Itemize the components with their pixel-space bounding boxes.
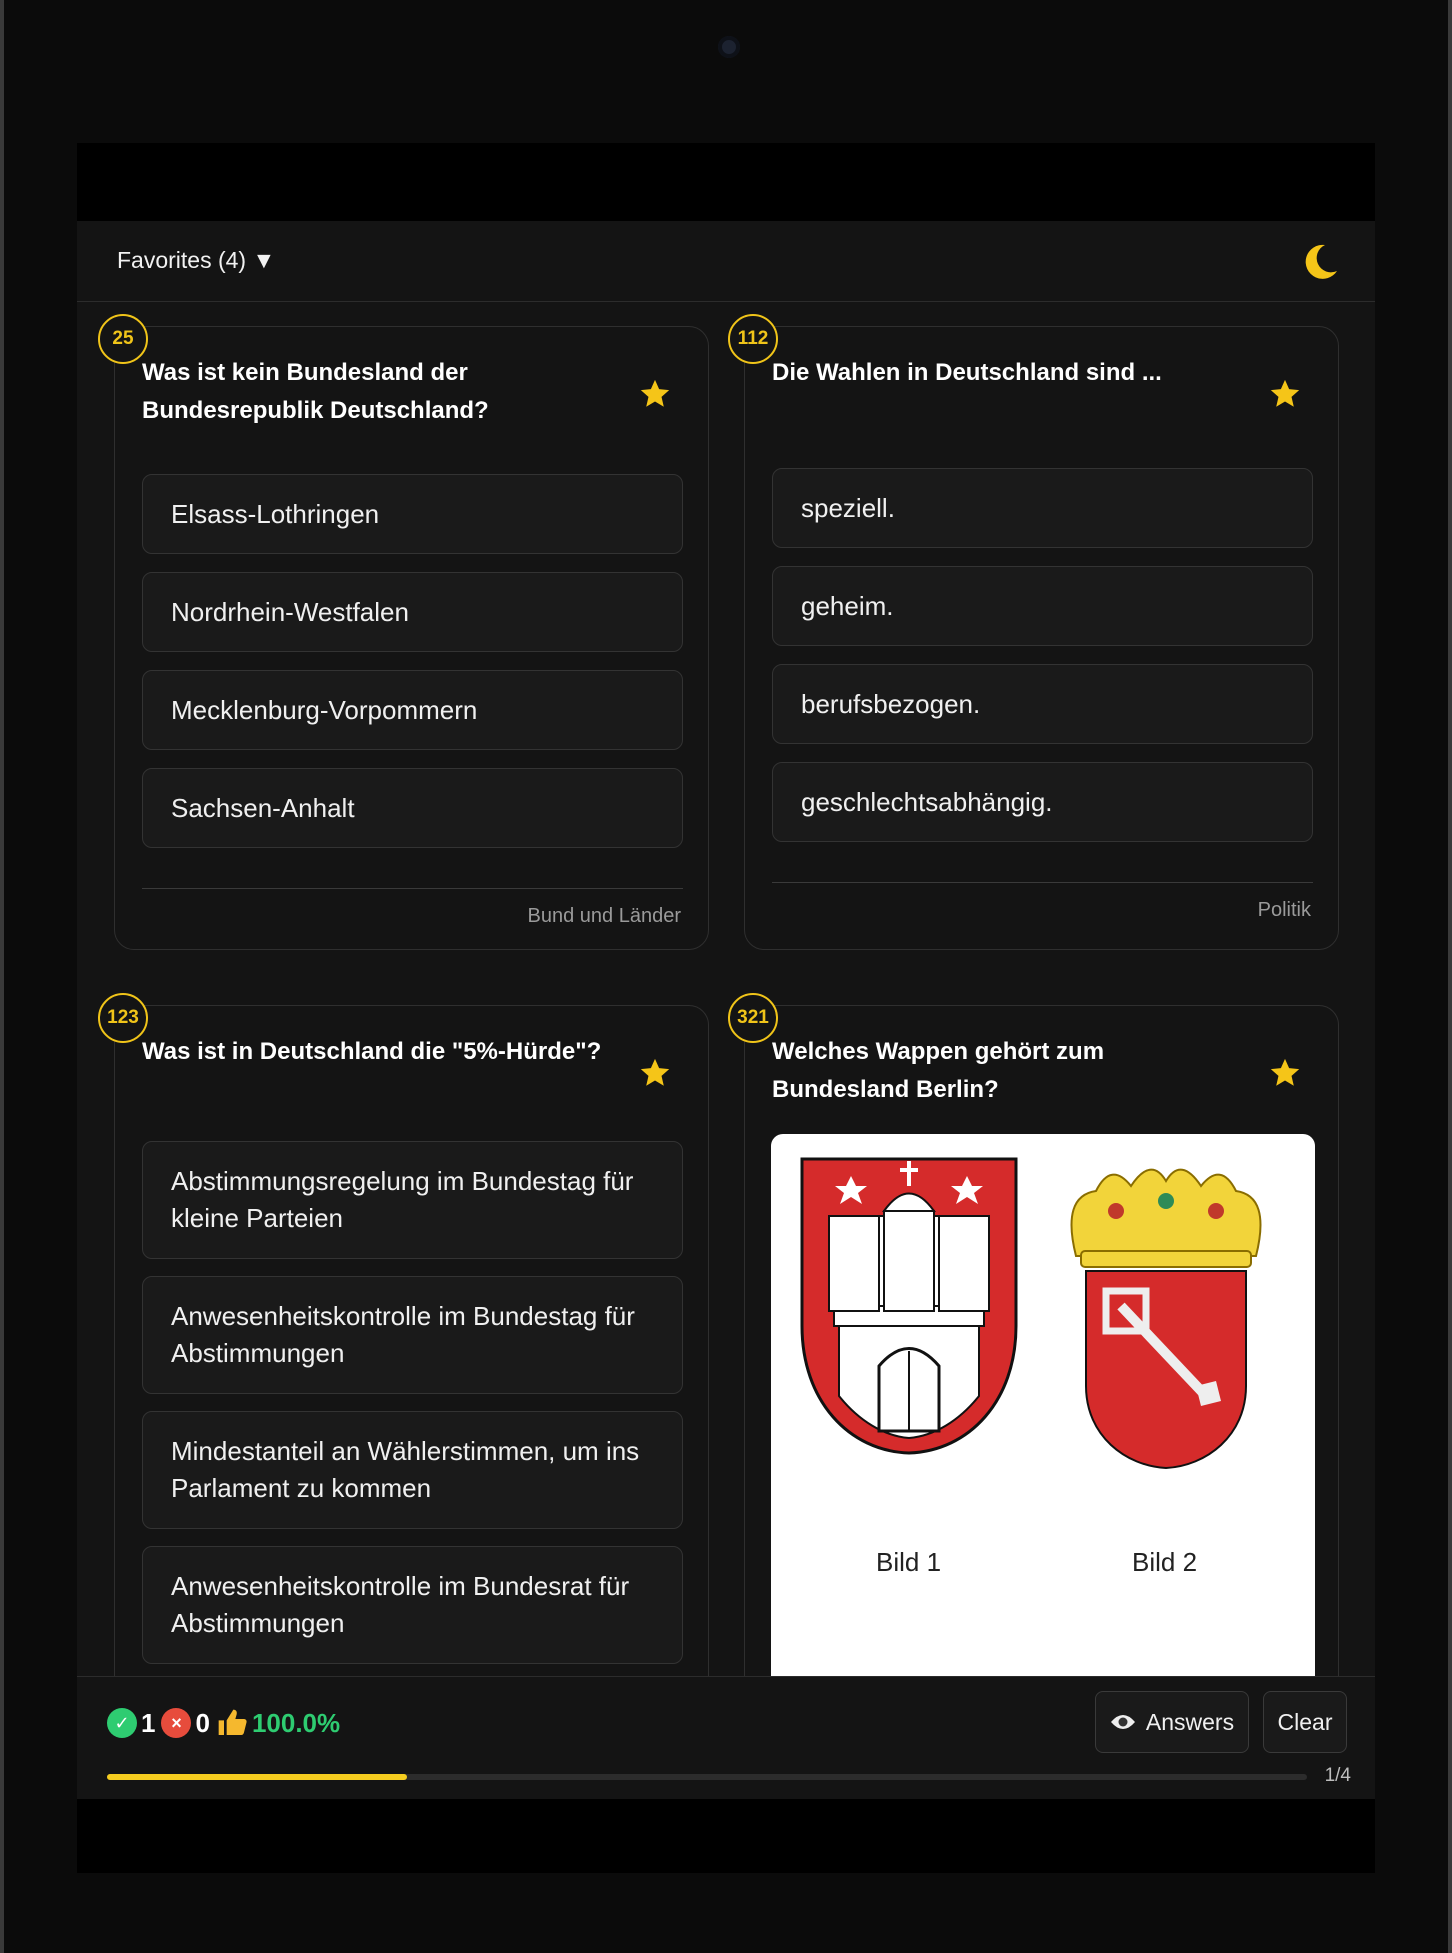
question-text: Die Wahlen in Deutschland sind ... — [772, 359, 1162, 386]
moon-icon[interactable] — [1299, 241, 1341, 283]
bremen-coat-of-arms-icon — [1056, 1156, 1276, 1476]
question-card — [737, 326, 1339, 950]
top-bar — [77, 221, 1375, 302]
image-label: Bild 1 — [876, 1547, 942, 1577]
answer-option[interactable]: Anwesenheitskontrolle im Bundestag für Abstimmungen — [142, 1276, 683, 1394]
question-card — [114, 326, 709, 950]
bottom-bar — [77, 1676, 1375, 1799]
page-indicator: 1/4 — [1324, 1765, 1351, 1786]
progress-fill — [107, 1774, 407, 1780]
answer-option[interactable]: geheim. — [772, 566, 1313, 646]
question-number-badge: 123 — [98, 993, 148, 1043]
question-number-badge: 112 — [728, 314, 778, 364]
answer-option[interactable]: Mecklenburg-Vorpommern — [142, 670, 683, 750]
question-text: Welches Wappen gehört zum Bundesland Berlin? — [772, 1038, 1105, 1103]
question-text: Was ist kein Bundesland der Bundesrepublik Deutschland? — [142, 359, 489, 424]
question-card — [737, 1005, 1339, 1676]
coat-of-arms-image[interactable] — [771, 1134, 1315, 1676]
correct-count: 1 — [141, 1707, 156, 1738]
star-icon[interactable] — [638, 377, 672, 411]
favorites-dropdown[interactable]: Favorites (4) ▼ — [117, 247, 276, 273]
answer-option[interactable]: speziell. — [772, 468, 1313, 548]
eye-icon — [1110, 1713, 1136, 1731]
answer-option[interactable]: Nordrhein-Westfalen — [142, 572, 683, 652]
card-divider — [142, 888, 683, 889]
clear-label: Clear — [1277, 1708, 1333, 1735]
success-percentage: 100.0% — [251, 1707, 341, 1738]
answer-option[interactable]: Sachsen-Anhalt — [142, 768, 683, 848]
answers-label: Answers — [1145, 1708, 1235, 1735]
clear-button[interactable] — [1263, 1691, 1347, 1753]
category-label: Politik — [1257, 899, 1311, 921]
answer-option[interactable]: Anwesenheitskontrolle im Bundesrat für Abstimmungen — [142, 1546, 683, 1664]
answer-option[interactable]: Mindestanteil an Wählerstimmen, um ins Parlament zu kommen — [142, 1411, 683, 1529]
image-label: Bild 2 — [1132, 1547, 1198, 1577]
device-screen — [77, 143, 1375, 1873]
answers-button[interactable] — [1095, 1691, 1249, 1753]
card-divider — [772, 882, 1313, 883]
question-number-badge: 321 — [728, 993, 778, 1043]
question-card — [107, 1005, 709, 1676]
answer-option[interactable]: geschlechtsabhängig. — [772, 762, 1313, 842]
app-window — [77, 221, 1375, 1799]
answer-option[interactable]: Elsass-Lothringen — [142, 474, 683, 554]
question-grid — [77, 302, 1375, 1676]
camera-dot — [718, 36, 740, 58]
hamburg-coat-of-arms-icon — [799, 1156, 1019, 1456]
question-text: Was ist in Deutschland die "5%-Hürde"? — [142, 1038, 602, 1065]
answer-option[interactable]: Abstimmungsregelung im Bundestag für kleine Parteien — [142, 1141, 683, 1259]
check-icon: ✓ — [107, 1708, 137, 1738]
category-label: Bund und Länder — [527, 905, 681, 927]
thumbs-up-icon — [216, 1707, 248, 1739]
score-summary — [107, 1705, 340, 1741]
star-icon[interactable] — [1268, 377, 1302, 411]
question-number-badge: 25 — [98, 314, 148, 364]
answer-option[interactable]: berufsbezogen. — [772, 664, 1313, 744]
star-icon[interactable] — [1268, 1056, 1302, 1090]
progress-bar — [107, 1774, 1307, 1780]
cross-icon: × — [161, 1708, 191, 1738]
wrong-count: 0 — [195, 1707, 210, 1738]
star-icon[interactable] — [638, 1056, 672, 1090]
